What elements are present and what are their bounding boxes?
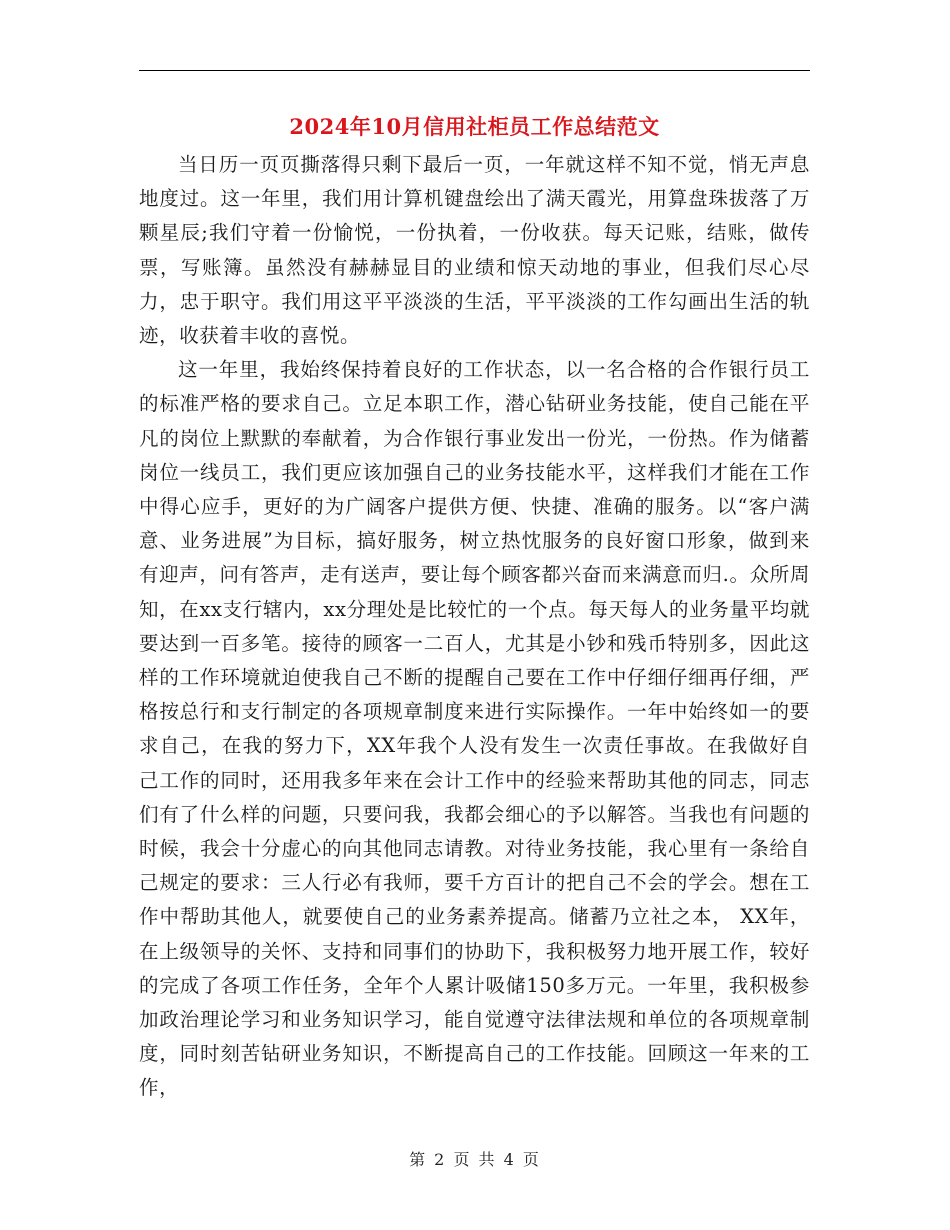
document-body (139, 148, 810, 1106)
document-title: 2024年10月信用社柜员工作总结范文 (289, 114, 660, 139)
header-rule (139, 70, 810, 71)
paragraph-1: 当日历一页页撕落得只剩下最后一页，一年就这样不知不觉，悄无声息地度过。这一年里，我们用计算机键盘绘出了满天霞光，用算盘珠拔落了万颗星辰;我们守着一份愉悦，一份执着，一份收获。每天记账，结账，做传票，写账簿。虽然没有赫赫显目的业绩和惊天动地的事业，但我们尽心尽力，忠于职守。我们用这平平淡淡的生活，平平淡淡的工作勾画出生活的轨迹，收获着丰收的喜悦。 (139, 153, 810, 348)
paragraph-2: 这一年里，我始终保持着良好的工作状态，以一名合格的合作银行员工的标准严格的要求自己。立足本职工作，潜心钻研业务技能，使自己能在平凡的岗位上默默的奉献着，为合作银行事业发出一份光，一份热。作为储蓄岗位一线员工，我们更应该加强自己的业务技能水平，这样我们才能在工作中得心应手，更好的为广阔客户提供方便、快捷、准确的服务。以“客户满意、业务进展”为目标，搞好服务，树立热忱服务的良好窗口形象，做到来有迎声，问有答声，走有送声，要让每个顾客都兴奋而来满意而归.。众所周知，在xx支行辖内，xx分理处是比较忙的一个点。每天每人的业务量平均就要达到一百多笔。接待的顾客一二百人，尤其是小钞和残币特别多，因此这样的工作环境就迫使我自己不断的提醒自己要在工作中仔细仔细再仔细，严格按总行和支行制定的各项规章制度来进行实际操作。一年中始终如一的要求自己，在我的努力下，XX年我个人没有发生一次责任事故。在我做好自己工作的同时，还用我多年来在会计工作中的经验来帮助其他的同志，同志们有了什么样的问题，只要问我，我都会细心的予以解答。当我也有问题的时候，我会十分虚心的向其他同志请教。对待业务技能，我心里有一条给自己规定的要求：三人行必有我师，要千方百计的把自己不会的学会。想在工作中帮助其他人，就要使自己的业务素养提高。储蓄乃立社之本， XX年，在上级领导的关怀、支持和同事们的协助下，我积极努力地开展工作，较好的完成了各项工作任务，全年个人累计吸储150多万元。一年里，我积极参加政治理论学习和业务知识学习，能自觉遵守法律法规和单位的各项规章制度，同时刻苦钻研业务知识，不断提高自己的工作技能。回顾这一年来的工作， (139, 358, 810, 1100)
page-number-footer: 第 2 页 共 4 页 (409, 1150, 541, 1169)
